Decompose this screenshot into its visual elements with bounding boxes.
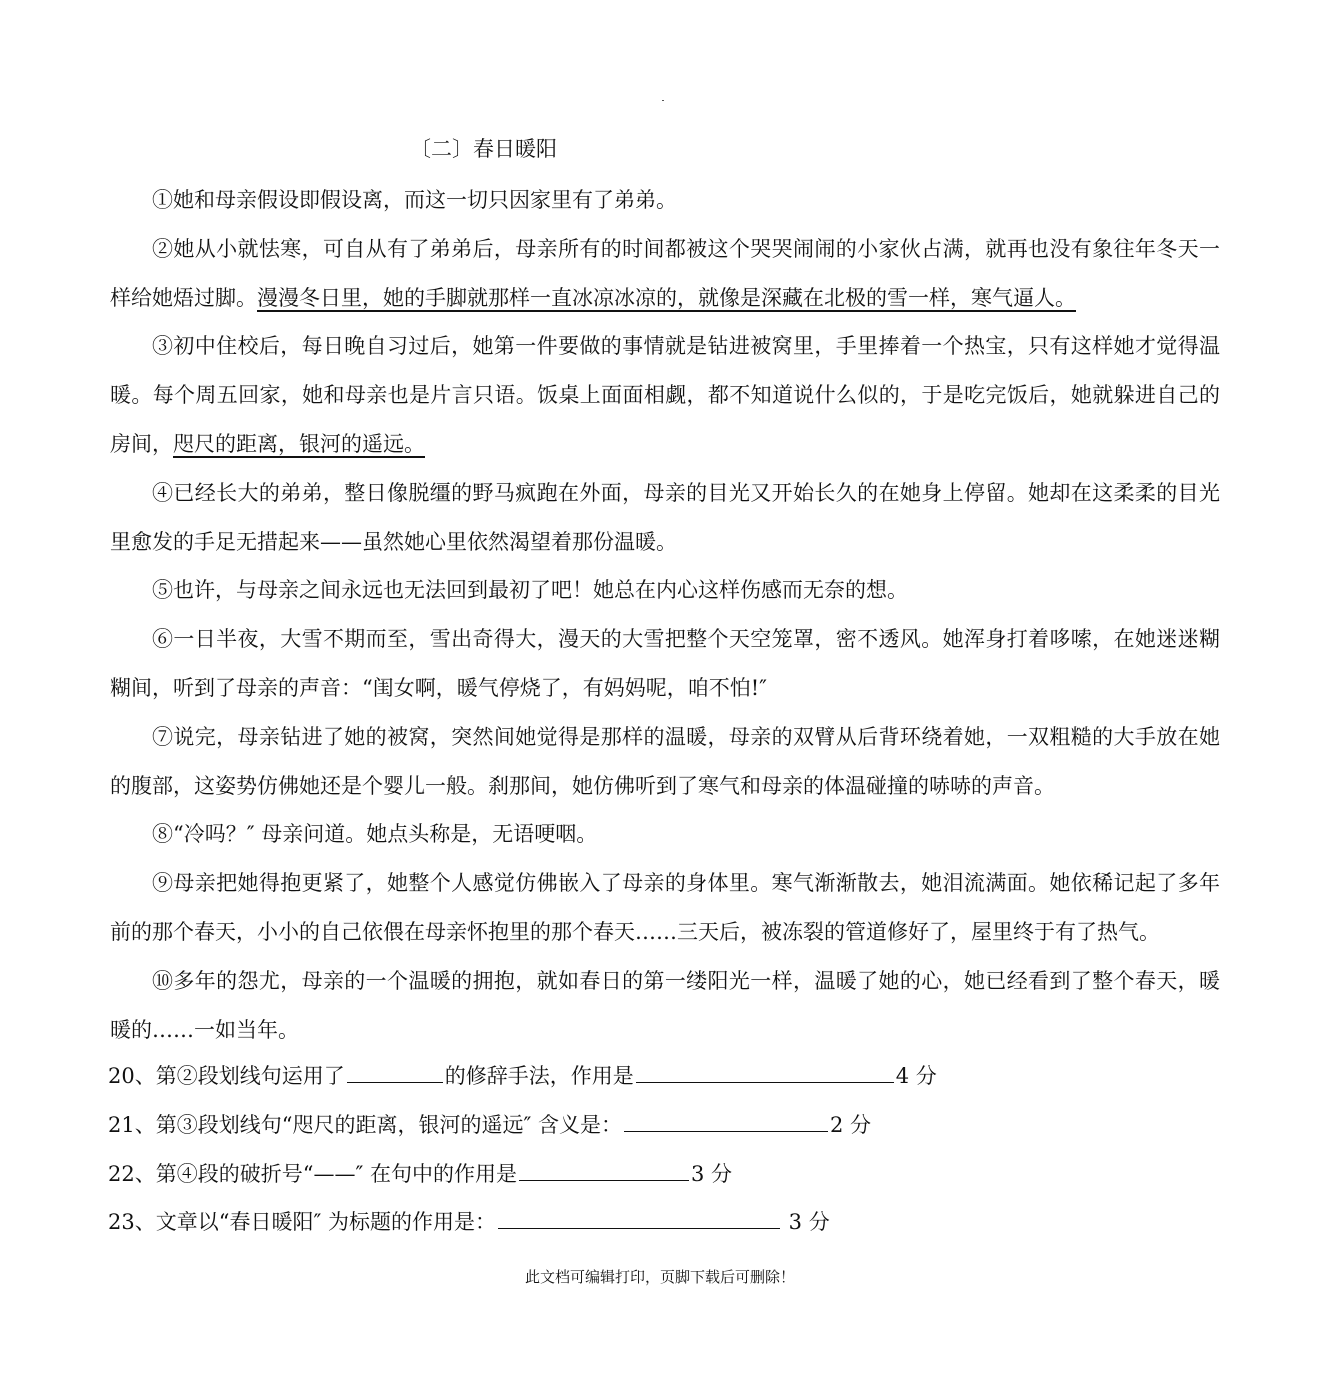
section-title: 〔二〕春日暖阳: [410, 137, 557, 161]
question-23: [108, 1198, 1218, 1247]
question-23-blank[interactable]: [498, 1208, 780, 1229]
paragraph-3-text: ③初中住校后，每日晚自习过后，她第一件要做的事情就是钻进被窝里，手里捧着一个热宝，只有这样她才觉得温暖。每个周五回家，她和母亲也是片言只语。饭桌上面面相觑，都不知道说什么似的，于是吃完饭后，她就躲进自己的房间，: [110, 334, 1220, 456]
top-dot: [662, 100, 664, 101]
question-21-text: 21、第③段划线句“咫尺的距离，银河的遥远″ 含义是：: [108, 1112, 622, 1137]
paragraph-2: [110, 225, 1220, 323]
paragraph-10: ⑩多年的怨尤，母亲的一个温暖的拥抱，就如春日的第一缕阳光一样，温暖了她的心，她已经看到了整个春天，暖暖的……一如当年。: [110, 968, 1220, 1042]
paragraph-2-underlined-sentence: 漫漫冬日里，她的手脚就那样一直冰凉冰凉的，就像是深藏在北极的雪一样，寒气逼人。: [257, 285, 1076, 310]
question-22-score: 3 分: [690, 1161, 733, 1186]
question-23-score: 3 分: [781, 1210, 830, 1235]
question-22-blank[interactable]: [519, 1160, 689, 1181]
paragraph-4: ④已经长大的弟弟，整日像脱缰的野马疯跑在外面，母亲的目光又开始长久的在她身上停留。她却在这柔柔的目光里愈发的手足无措起来——虽然她心里依然渴望着那份温暖。: [110, 480, 1220, 554]
question-22: [108, 1150, 1218, 1199]
paragraph-2-text: ②她从小就怯寒，可自从有了弟弟后，母亲所有的时间都被这个哭哭闹闹的小家伙占满，就再也没有象往年冬天一样给她焐过脚。: [110, 236, 1220, 310]
question-22-text: 22、第④段的破折号“——″ 在句中的作用是: [108, 1161, 517, 1186]
question-list: [108, 1052, 1218, 1247]
question-20-blank-2[interactable]: [636, 1062, 894, 1083]
question-20-text-b: 的修辞手法，作用是: [444, 1064, 634, 1088]
paragraph-3: [110, 322, 1220, 468]
question-20-blank-1[interactable]: [347, 1062, 443, 1083]
paragraph-5: ⑤也许，与母亲之间永远也无法回到最初了吧！她总在内心这样伤感而无奈的想。: [152, 578, 908, 603]
paragraph-6: ⑥一日半夜，大雪不期而至，雪出奇得大，漫天的大雪把整个天空笼罩，密不透风。她浑身打着哆嗦，在她迷迷糊糊间，听到了母亲的声音：“闺女啊，暖气停烧了，有妈妈呢，咱不怕!″: [110, 627, 1220, 700]
question-21-score: 2 分: [829, 1112, 872, 1137]
paragraph-3-underlined-sentence: 咫尺的距离，银河的遥远。: [173, 431, 425, 456]
paragraph-9: ⑨母亲把她得抱更紧了，她整个人感觉仿佛嵌入了母亲的身体里。寒气渐渐散去，她泪流满面。她依稀记起了多年前的那个春天，小小的自己依偎在母亲怀抱里的那个春天……三天后，被冻裂的管道修好了，屋里终于有了热气。: [110, 871, 1220, 944]
question-20-text-a: 20、第②段划线句运用了: [108, 1064, 345, 1088]
article-body: [110, 176, 1220, 1054]
question-21: [108, 1101, 1218, 1150]
question-20: [108, 1052, 1218, 1101]
question-21-blank[interactable]: [624, 1111, 828, 1132]
question-20-score: 4 分: [895, 1064, 937, 1088]
paragraph-7: ⑦说完，母亲钻进了她的被窝，突然间她觉得是那样的温暖，母亲的双臂从后背环绕着她，一双粗糙的大手放在她的腹部，这姿势仿佛她还是个婴儿一般。刹那间，她仿佛听到了寒气和母亲的体温碰撞的哧哧的声音。: [110, 724, 1220, 798]
paragraph-8: ⑧“冷吗？″ 母亲问道。她点头称是，无语哽咽。: [152, 822, 598, 847]
question-23-text: 23、文章以“春日暖阳″ 为标题的作用是：: [108, 1210, 496, 1235]
page-footer: 此文档可编辑打印，页脚下载后可删除！: [524, 1268, 795, 1286]
paragraph-1: ①她和母亲假设即假设离，而这一切只因家里有了弟弟。: [152, 188, 677, 212]
